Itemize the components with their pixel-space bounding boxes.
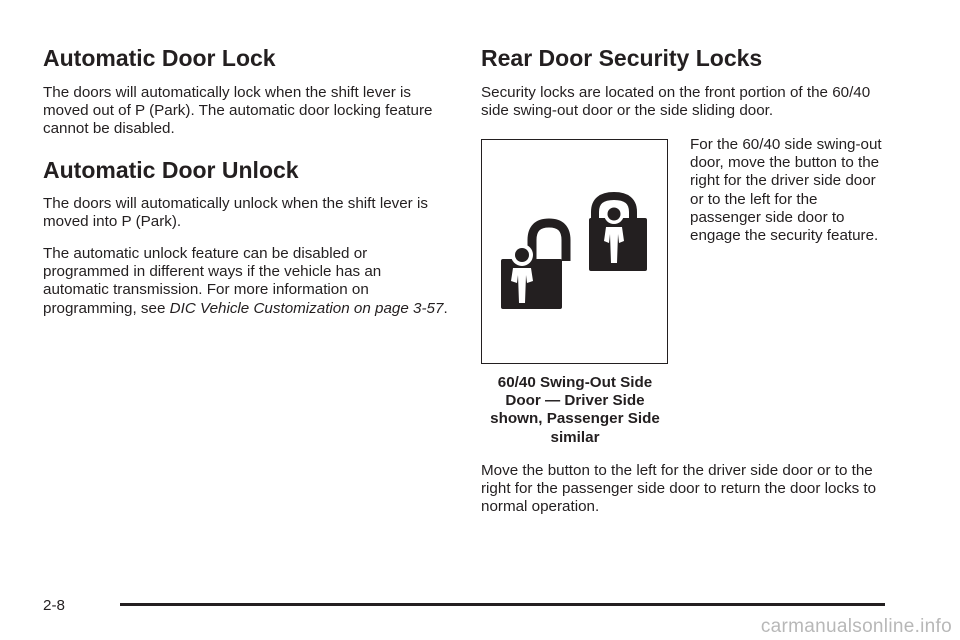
left-column [43, 44, 448, 317]
heading-rear-door-security-locks: Rear Door Security Locks [481, 45, 763, 71]
figure-caption: 60/40 Swing-Out Side Door — Driver Side shown, Passenger Side similar [490, 374, 660, 446]
paragraph-engage-security: For the 60/40 side swing-out door, move the button to the right for the driver side door or to the left for the passenger side door to engage the security feature. [690, 136, 882, 245]
paragraph-unlock-programming [43, 245, 448, 318]
heading-automatic-door-lock: Automatic Door Lock [43, 45, 276, 71]
paragraph-unlock-end: . [443, 299, 448, 317]
paragraph-disengage-security: Move the button to the left for the driver side door or to the right for the passenger side door to return the door locks to normal operation. [481, 462, 877, 516]
security-lock-figure [481, 139, 668, 364]
page-number: 2-8 [43, 597, 65, 614]
paragraph-unlock-text: The automatic unlock feature can be disabled or programmed in different ways if the vehicle has an automatic transmission. For more information on programming, see [43, 245, 382, 317]
paragraph-door-lock: The doors will automatically lock when the shift lever is moved out of P (Park). The automatic door locking feature cannot be disabled. [43, 84, 433, 138]
child-lock-locked-icon [589, 196, 647, 271]
child-lock-unlocked-icon [501, 223, 566, 309]
cross-reference-link[interactable]: DIC Vehicle Customization on page 3-57 [169, 299, 444, 317]
right-column [481, 44, 901, 516]
paragraph-door-unlock: The doors will automatically unlock when the shift lever is moved into P (Park). [43, 195, 428, 231]
paragraph-security-locks: Security locks are located on the front portion of the 60/40 side swing-out door or the side sliding door. [481, 84, 871, 120]
heading-automatic-door-unlock: Automatic Door Unlock [43, 157, 299, 183]
footer-divider [120, 603, 885, 606]
figure-illustration [482, 140, 666, 362]
watermark-text: carmanualsonline.info [760, 616, 952, 637]
